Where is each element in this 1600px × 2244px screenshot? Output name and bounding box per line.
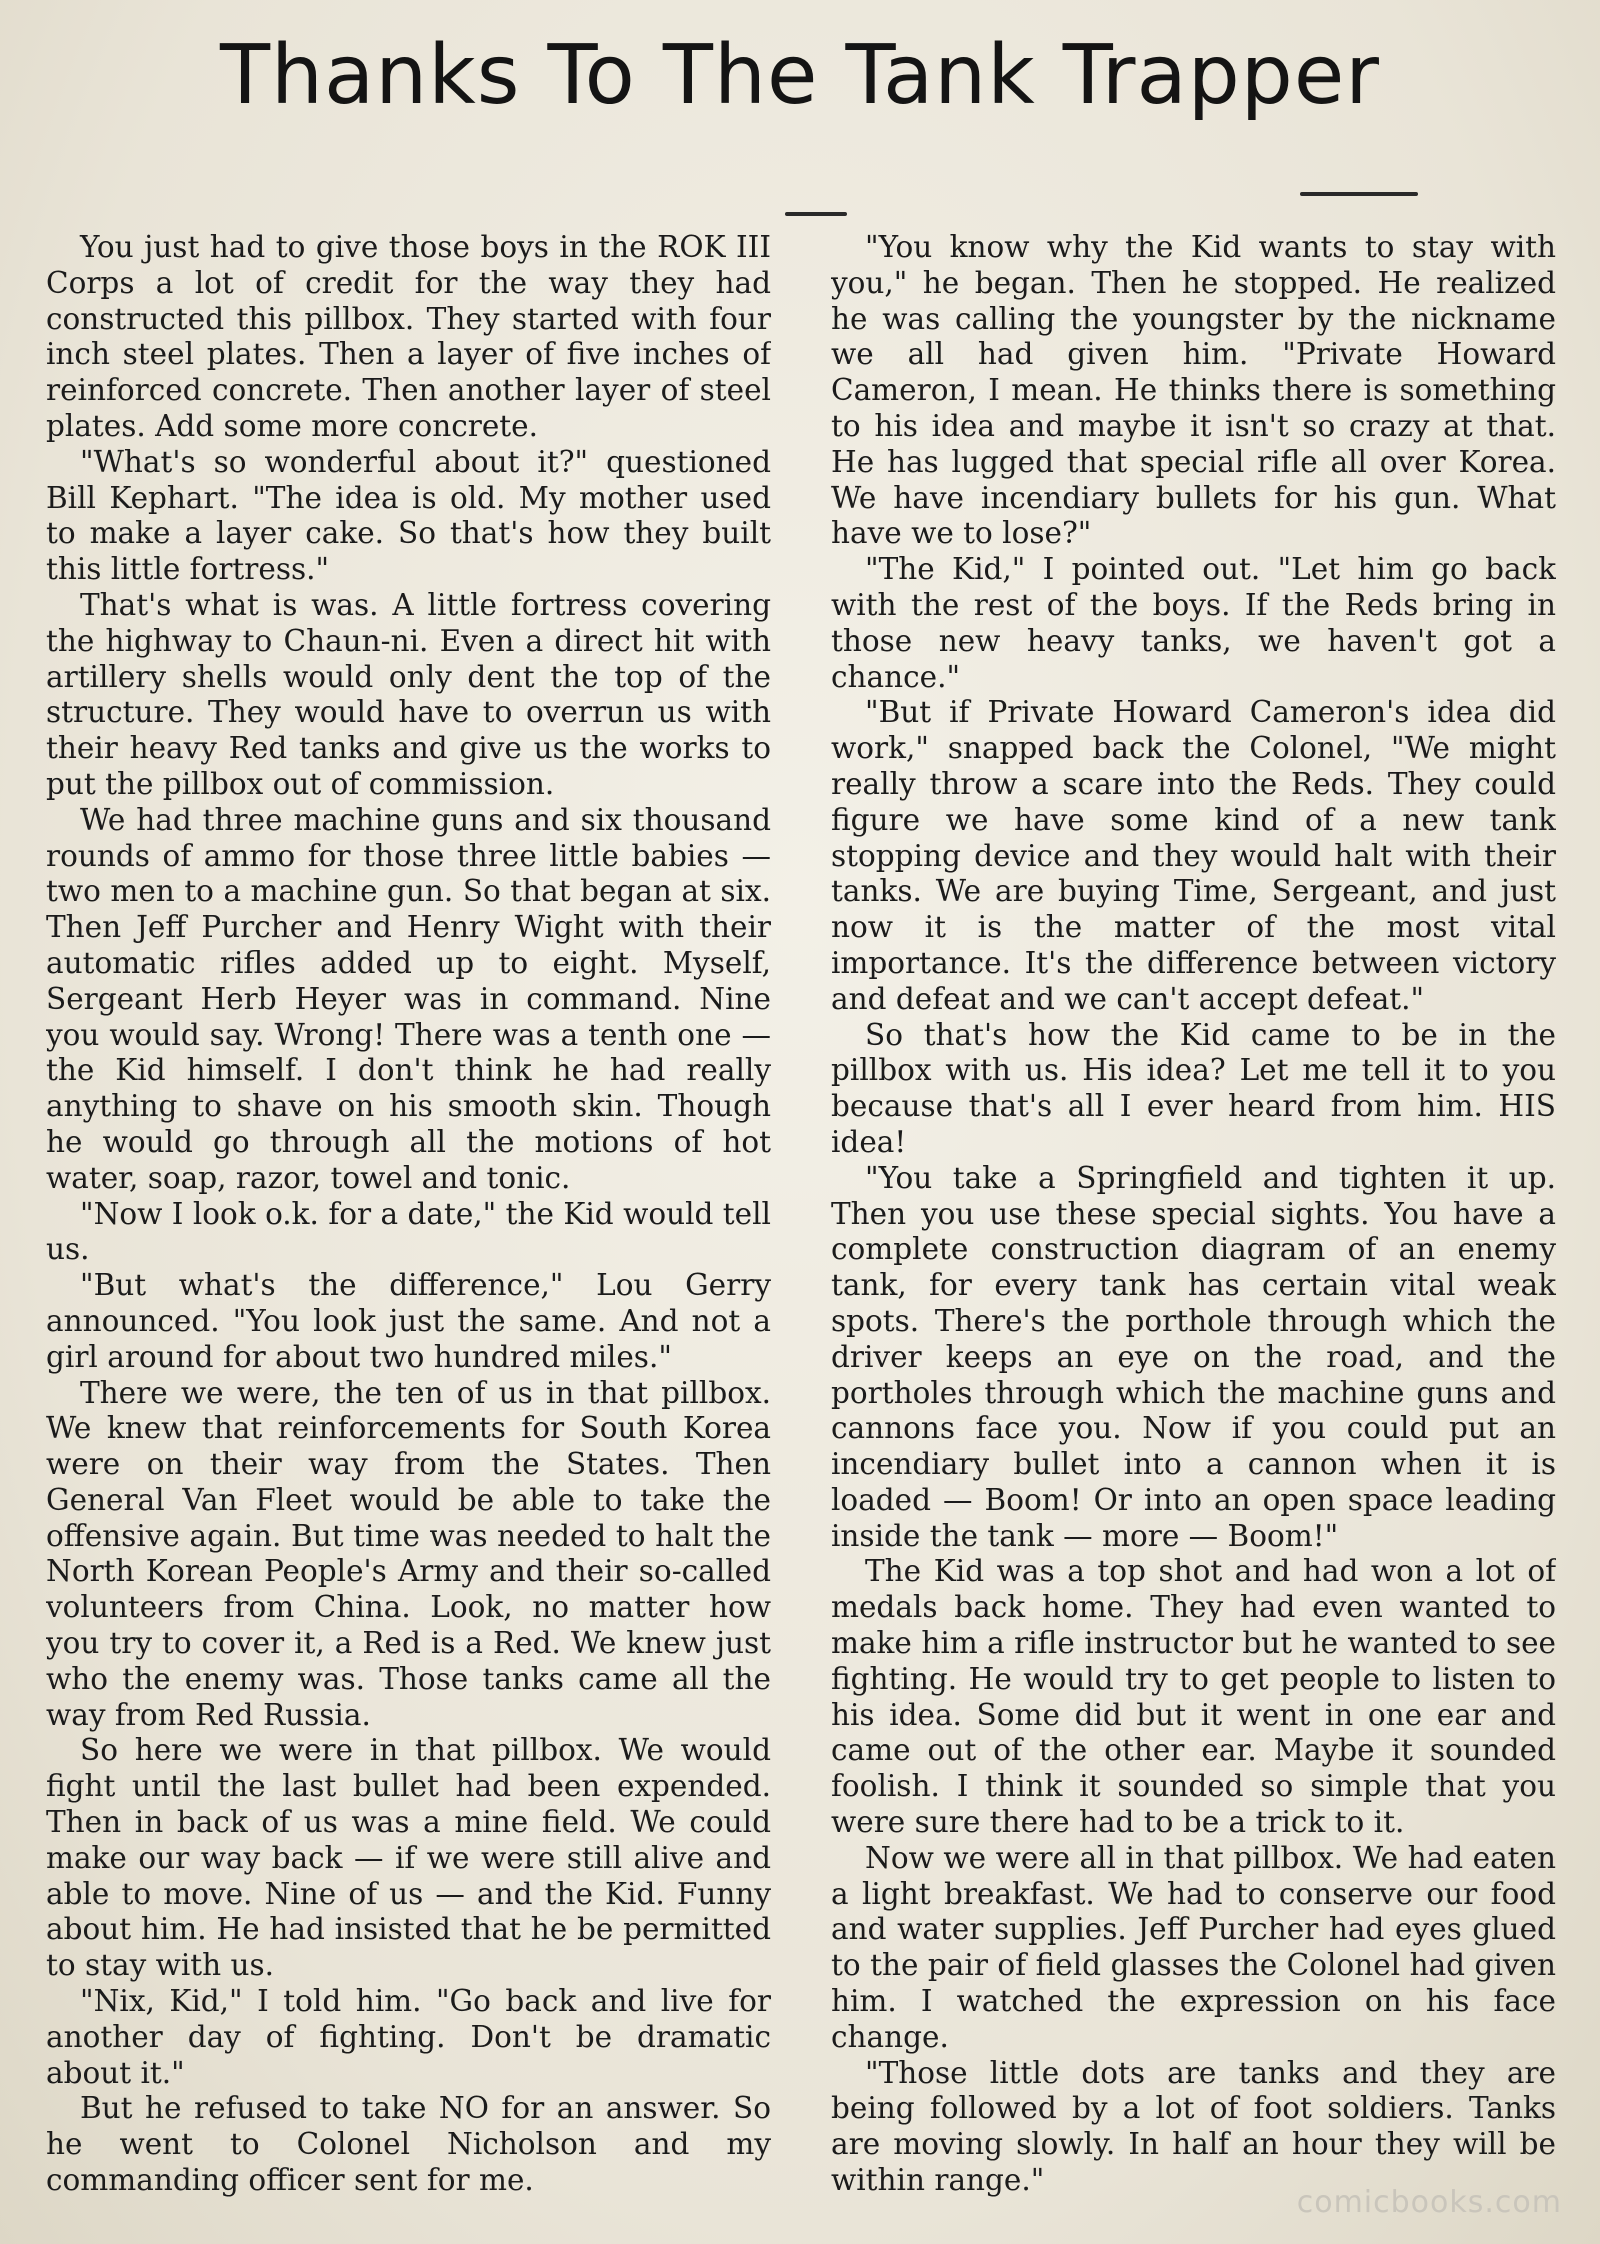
text-column-left	[46, 230, 771, 2215]
paragraph: "But if Private Howard Cameron's idea did work," snapped back the Colonel, "We might really throw a scare into the Reds. They could figure we have some kind of a new tank stopping device and they would halt with their tanks. We are buying Time, Sergeant, and just now it is the matter of the most vital importance. It's the difference between victory and defeat and we can't accept defeat."	[831, 695, 1556, 1016]
paragraph: We had three machine guns and six thousand rounds of ammo for those three little babies — two men to a machine gun. So that began at six. Then Jeff Purcher and Henry Wight with their automatic rifles added up to eight. Myself, Sergeant Herb Heyer was in command. Nine you would say. Wrong! There was a tenth one — the Kid himself. I don't think he had really anything to shave on his smooth skin. Though he would go through all the motions of hot water, soap, razor, towel and tonic.	[46, 802, 771, 1195]
paragraph: "What's so wonderful about it?" questioned Bill Kephart. "The idea is old. My mother used to make a layer cake. So that's how they built this little fortress."	[46, 444, 771, 587]
text-column-right	[831, 230, 1556, 2215]
paragraph: There we were, the ten of us in that pillbox. We knew that reinforcements for South Korea were on their way from the States. Then General Van Fleet would be able to take the offensive again. But time was needed to halt the North Korean People's Army and their so-called volunteers from China. Look, no matter how you try to cover it, a Red is a Red. We knew just who the enemy was. Those tanks came all the way from Red Russia.	[46, 1375, 771, 1732]
title-divider-left	[785, 212, 847, 216]
paragraph: "Now I look o.k. for a date," the Kid would tell us.	[46, 1196, 771, 1267]
paragraph: "The Kid," I pointed out. "Let him go back with the rest of the boys. If the Reds bring in those new heavy tanks, we haven't got a chance."	[831, 552, 1556, 694]
paragraph: But he refused to take NO for an answer. So he went to Colonel Nicholson and my commanding officer sent for me.	[46, 2091, 771, 2198]
site-watermark: comicbooks.com	[1296, 2185, 1562, 2220]
paragraph: You just had to give those boys in the ROK III Corps a lot of credit for the way they had constructed this pillbox. They started with four inch steel plates. Then a layer of five inches of reinforced concrete. Then another layer of steel plates. Add some more concrete.	[46, 230, 771, 443]
story-title: Thanks To The Tank Trapper	[219, 28, 1381, 123]
paragraph: That's what is was. A little fortress covering the highway to Chaun-ni. Even a direct hit with artillery shells would only dent the top of the structure. They would have to overrun us with their heavy Red tanks and give us the works to put the pillbox out of commission.	[46, 587, 771, 801]
paragraph: "You know why the Kid wants to stay with you," he began. Then he stopped. He realized he was calling the youngster by the nickname we all had given him. "Private Howard Cameron, I mean. He thinks there is something to his idea and maybe it isn't so crazy at that. He has lugged that special rifle all over Korea. We have incendiary bullets for his gun. What have we to lose?"	[831, 230, 1556, 551]
paragraph: "But what's the difference," Lou Gerry announced. "You look just the same. And not a girl around for about two hundred miles."	[46, 1268, 771, 1374]
paragraph: "Those little dots are tanks and they are being followed by a lot of foot soldiers. Tanks are moving slowly. In half an hour they will be within range."	[831, 2055, 1556, 2198]
paragraph: So that's how the Kid came to be in the pillbox with us. His idea? Let me tell it to you because that's all I ever heard from him. HIS idea!	[831, 1017, 1556, 1159]
paragraph: The Kid was a top shot and had won a lot of medals back home. They had even wanted to make him a rifle instructor but he wanted to see fighting. He would try to get people to listen to his idea. Some did but it went in one ear and came out of the other ear. Maybe it sounded foolish. I think it sounded so simple that you were sure there had to be a trick to it.	[831, 1554, 1556, 1840]
title-divider-right	[1300, 192, 1418, 196]
paragraph: Now we were all in that pillbox. We had eaten a light breakfast. We had to conserve our food and water supplies. Jeff Purcher had eyes glued to the pair of field glasses the Colonel had given him. I watched the expression on his face change.	[831, 1840, 1556, 2054]
paragraph: So here we were in that pillbox. We would fight until the last bullet had been expended. Then in back of us was a mine field. We could make our way back — if we were still alive and able to move. Nine of us — and the Kid. Funny about him. He had insisted that he be permitted to stay with us.	[46, 1733, 771, 1983]
paragraph: "You take a Springfield and tighten it up. Then you use these special sights. You have a complete construction diagram of an enemy tank, for every tank has certain vital weak spots. There's the porthole through which the driver keeps an eye on the road, and the portholes through which the machine guns and cannons face you. Now if you could put an incendiary bullet into a cannon when it is loaded — Boom! Or into an open space leading inside the tank — more — Boom!"	[831, 1160, 1556, 1553]
paragraph: "Nix, Kid," I told him. "Go back and live for another day of fighting. Don't be dramatic about it."	[46, 1984, 771, 2090]
